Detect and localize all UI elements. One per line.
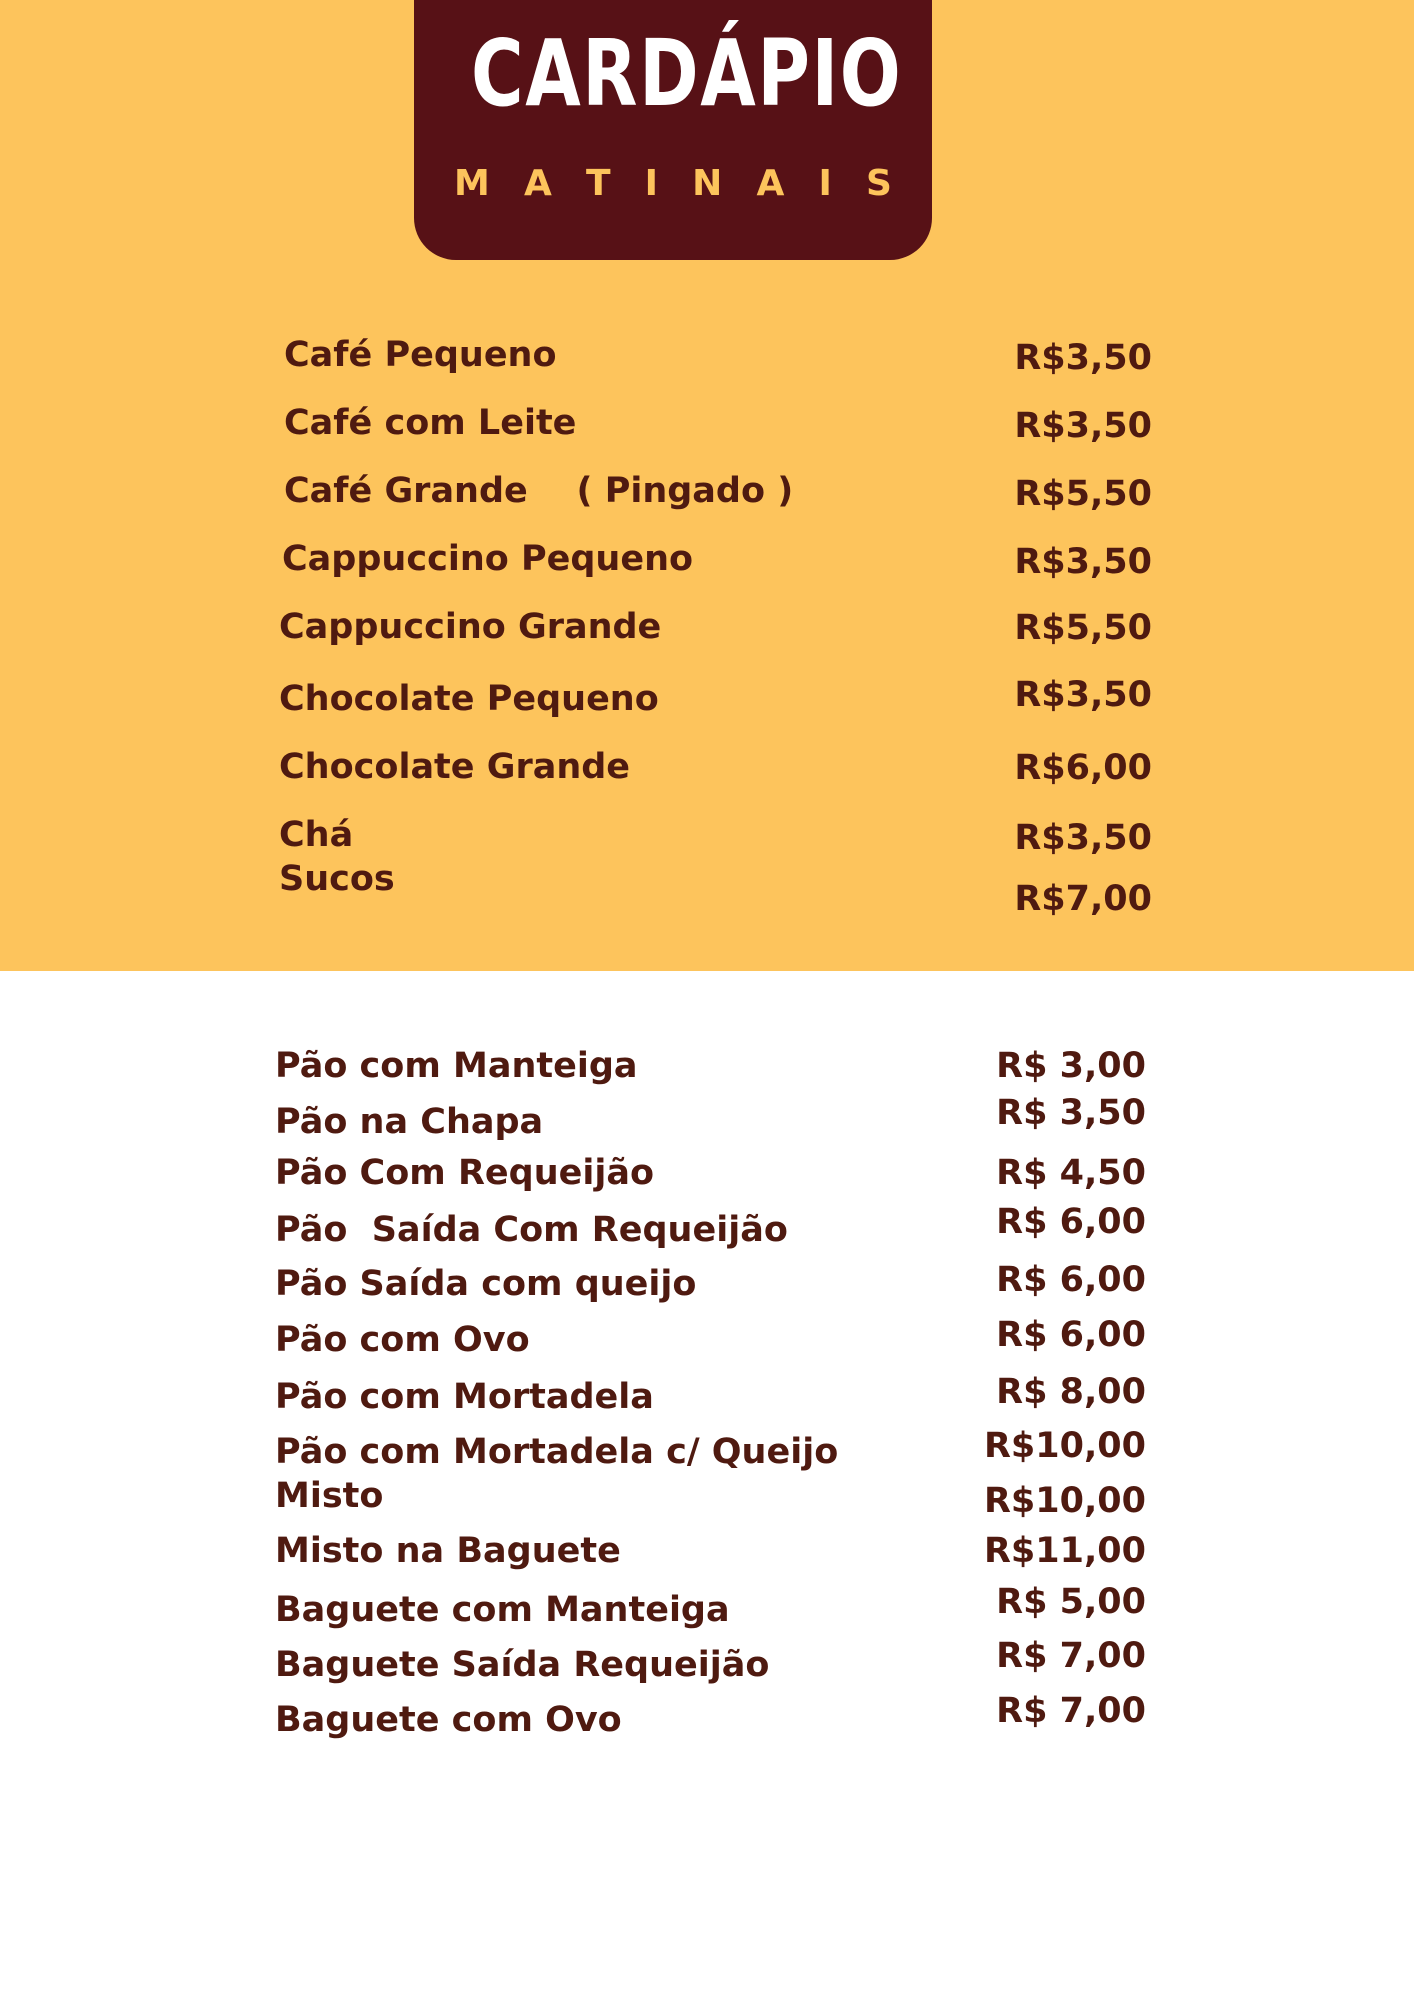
menu-item-name: Baguete Saída Requeijão [275,1645,770,1685]
menu-item-name: Pão com Mortadela c/ Queijo [275,1432,839,1472]
menu-item-name: Sucos [279,859,395,899]
menu-item-price: R$11,00 [983,1531,1146,1571]
subtitle-letter: N [692,163,723,204]
menu-item-price: R$ 7,00 [996,1691,1146,1731]
menu-item-price: R$ 6,00 [996,1315,1146,1355]
menu-item-name: Cappuccino Grande [279,607,662,647]
menu-item-price: R$ 4,50 [996,1153,1146,1193]
menu-item-name: Chá [279,815,354,855]
subtitle-letter: S [865,163,892,204]
subtitle-letter: A [756,163,785,204]
menu-item-price: R$ 3,00 [996,1046,1146,1086]
menu-item-price: R$6,00 [1014,748,1152,788]
menu-item-price: R$3,50 [1014,338,1152,378]
subtitle-letter: M [454,163,490,204]
menu-item-name: Chocolate Grande [279,747,631,787]
menu-item-price: R$3,50 [1014,818,1152,858]
menu-item-name: Baguete com Manteiga [275,1590,730,1630]
menu-item-price: R$ 7,00 [996,1636,1146,1676]
menu-item-name: Pão na Chapa [275,1102,544,1142]
menu-title: CARDÁPIO [470,20,903,127]
menu-item-price: R$ 5,00 [996,1582,1146,1622]
menu-item-price: R$3,50 [1014,675,1152,715]
menu-subtitle [454,158,892,210]
menu-item-name: Misto na Baguete [275,1531,621,1571]
menu-item-name: Pão com Ovo [275,1320,530,1360]
menu-item-name: Pão com Mortadela [275,1377,654,1417]
menu-item-price: R$ 8,00 [996,1372,1146,1412]
subtitle-letter: I [818,163,832,204]
menu-item-price: R$5,50 [1014,474,1152,514]
menu-item-name: Baguete com Ovo [275,1700,622,1740]
menu-item-price: R$ 6,00 [996,1260,1146,1300]
menu-item-price: R$3,50 [1014,542,1152,582]
menu-item-price: R$ 3,50 [996,1093,1146,1133]
menu-item-name: Pão com Manteiga [275,1046,638,1086]
subtitle-letter: T [585,163,611,204]
menu-item-name: Pão Saída Com Requeijão [275,1210,788,1250]
menu-item-price: R$ 6,00 [996,1202,1146,1242]
menu-item-name: Pão Com Requeijão [275,1153,655,1193]
menu-header [414,0,932,260]
menu-item-price: R$10,00 [983,1426,1146,1466]
subtitle-letter: I [644,163,659,204]
menu-item-name: Café Grande ( Pingado ) [284,471,794,511]
subtitle-letter: A [523,163,552,204]
menu-item-name: Café Pequeno [284,335,557,375]
menu-item-name: Pão Saída com queijo [275,1264,697,1304]
menu-item-price: R$10,00 [983,1481,1146,1521]
menu-item-name: Cappuccino Pequeno [282,539,694,579]
menu-item-name: Misto [275,1476,384,1516]
menu-item-price: R$7,00 [1014,879,1152,919]
menu-item-price: R$3,50 [1014,406,1152,446]
menu-item-name: Café com Leite [284,403,577,443]
menu-item-price: R$5,50 [1014,608,1152,648]
menu-item-name: Chocolate Pequeno [279,679,659,719]
